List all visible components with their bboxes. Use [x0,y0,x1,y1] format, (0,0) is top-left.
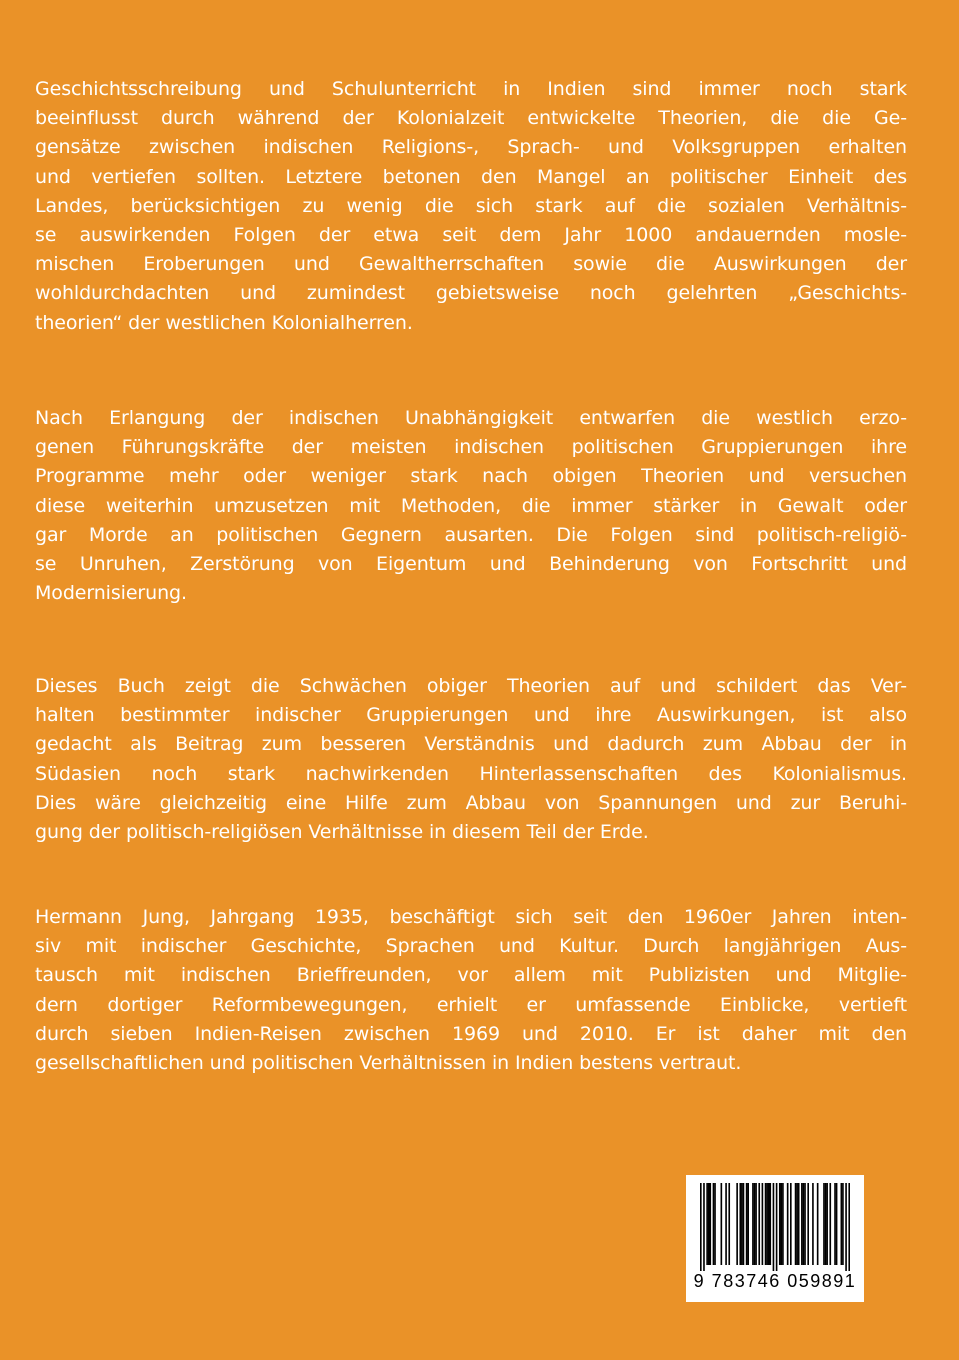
paragraph-line: wohldurchdachten und zumindest gebietsweise noch gelehrten „Geschichts- [35,282,907,305]
barcode-bar [758,1183,760,1265]
barcode-bar [739,1183,741,1265]
paragraph-line: gung der politisch-religiösen Verhältnisse in diesem Teil der Erde. [35,821,649,844]
barcode-bar [762,1183,764,1265]
barcode-bar [845,1183,847,1271]
barcode-bar [817,1183,819,1265]
paragraph-line: gensätze zwischen indischen Religions-, Sprach- und Volksgruppen erhalten [35,136,907,159]
barcode-bar [743,1183,745,1265]
barcode-bar [776,1183,778,1271]
barcode-bar [836,1183,838,1265]
paragraph-1-text [35,75,907,338]
author-bio-text [35,903,907,1078]
barcode-bar [703,1183,705,1271]
barcode-bars [700,1183,850,1271]
paragraph-line: Südasien noch stark nachwirkenden Hinterlassenschaften des Kolonialismus. [35,762,907,785]
barcode-bar [782,1183,784,1265]
paragraph-line: tausch mit indischen Brieffreunden, vor allem mit Publizisten und Mitglie- [35,964,907,987]
barcode-bar [842,1183,844,1265]
paragraph-line: theorien“ der westlichen Kolonialherren. [35,311,413,334]
paragraph-line: Geschichtsschreibung und Schulunterricht in Indien sind immer noch stark [35,78,907,100]
author-bio [35,903,907,1078]
paragraph-line: Modernisierung. [35,582,187,605]
barcode-bar [823,1183,825,1265]
barcode-bar [801,1183,803,1265]
paragraph-line: dern dortiger Reformbewegungen, erhielt er umfassende Einblicke, vertieft [35,993,907,1016]
paragraph-line: Landes, berücksichtigen zu wenig die sich stark auf die sozialen Verhältnis- [35,194,907,217]
barcode-bar [795,1183,797,1265]
paragraph-line: mischen Eroberungen und Gewaltherrschaften sowie die Auswirkungen der [35,253,907,276]
barcode-bar [709,1183,711,1265]
paragraph-line: siv mit indischer Geschichte, Sprachen und Kultur. Durch langjährigen Aus- [35,935,907,958]
barcode-bar [755,1183,757,1265]
barcode-bar [700,1183,702,1271]
barcode-bar [803,1183,805,1265]
paragraph-line: diese weiterhin umzusetzen mit Methoden, die immer stärker in Gewalt oder [35,494,907,517]
barcode-bar [825,1183,827,1265]
paragraph-3-text [35,672,907,847]
barcode-bar [746,1183,748,1265]
barcode-bar [754,1183,756,1265]
paragraph-1 [35,75,907,338]
barcode-bar [812,1183,814,1265]
paragraph-line: und vertiefen sollten. Letztere betonen den Mangel an politischer Einheit des [35,165,907,188]
barcode-bar [848,1183,850,1271]
paragraph-line: beeinflusst durch während der Kolonialzeit entwickelte Theorien, die die Ge- [35,107,907,130]
barcode-bar [714,1183,716,1265]
paragraph-line: Programme mehr oder weniger stark nach obigen Theorien und versuchen [35,465,907,488]
barcode-bar [834,1183,836,1265]
barcode-bar [728,1183,730,1265]
barcode-bar [798,1183,800,1265]
barcode-bar [796,1183,798,1265]
barcode-bar [713,1183,715,1265]
paragraph-line: Hermann Jung, Jahrgang 1935, beschäftigt sich seit den 1960er Jahren inten- [35,906,907,928]
barcode-bar [708,1183,710,1265]
paragraph-line: durch sieben Indien-Reisen zwischen 1969 und 2010. Er ist daher mit den [35,1022,907,1045]
barcode-bar [826,1183,828,1265]
paragraph-line: Dies wäre gleichzeitig eine Hilfe zum Abbau von Spannungen und zur Beruhi- [35,791,907,814]
barcode-bar [706,1183,708,1265]
paragraph-line: halten bestimmter indischer Gruppierungen und ihre Auswirkungen, ist also [35,704,907,727]
paragraph-line: Dieses Buch zeigt die Schwächen obiger Theorien auf und schildert das Ver- [35,675,907,697]
barcode-bar [765,1183,767,1265]
paragraph-line: genen Führungskräfte der meisten indischen politischen Gruppierungen ihre [35,436,907,459]
paragraph-line: gar Morde an politischen Gegnern ausarten. Die Folgen sind politisch-religiö- [35,523,907,546]
barcode-bar [736,1183,738,1265]
paragraph-line: gedacht als Beitrag zum besseren Verständnis und dadurch zum Abbau der in [35,733,907,756]
barcode-bar [807,1183,809,1265]
barcode-bar [725,1183,727,1265]
barcode-bar [841,1183,843,1265]
paragraph-line: Nach Erlangung der indischen Unabhängigkeit entwarfen die westlich erzo- [35,407,907,429]
paragraph-3 [35,672,907,847]
barcode-bar [769,1183,771,1265]
barcode-bar [766,1183,768,1265]
isbn-barcode [686,1175,864,1302]
paragraph-line: gesellschaftlichen und politischen Verhältnissen in Indien bestens vertraut. [35,1052,742,1075]
barcode-bar [741,1183,743,1265]
paragraph-2-text [35,404,907,608]
barcode-bar [829,1183,831,1265]
barcode-bar [768,1183,770,1265]
paragraph-2 [35,404,907,608]
barcode-bar [752,1183,754,1265]
barcode-bar [721,1183,723,1265]
barcode-bar [773,1183,775,1271]
barcode-bar [781,1183,783,1265]
paragraph-line: se Unruhen, Zerstörung von Eigentum und Behinderung von Fortschritt und [35,553,907,576]
barcode-bar [790,1183,792,1265]
barcode-bar [779,1183,781,1265]
barcode-bar [787,1183,789,1265]
paragraph-line: se auswirkenden Folgen der etwa seit dem Jahr 1000 andauernden mosle- [35,224,907,247]
barcode-bar [747,1183,749,1265]
isbn-digits: 9 783746 059891 [693,1271,857,1291]
barcode-bar [804,1183,806,1265]
